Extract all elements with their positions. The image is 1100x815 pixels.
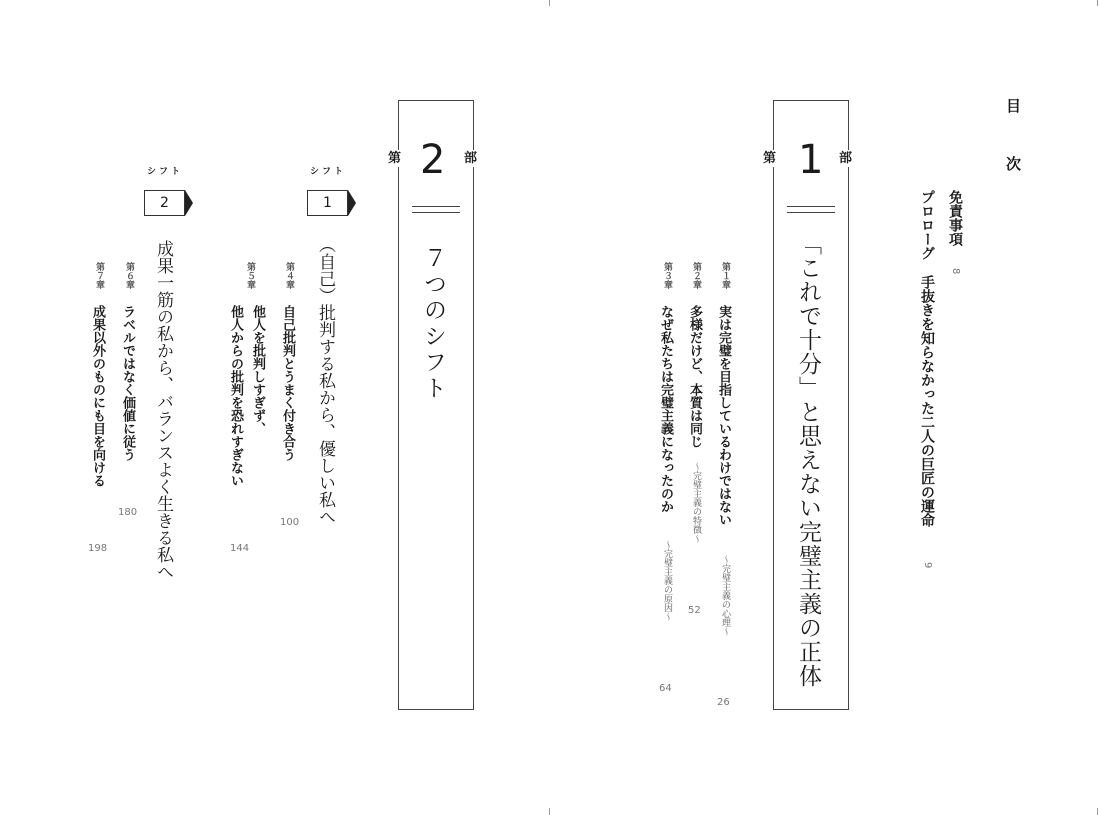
toc-title: 目 次 (1004, 98, 1022, 185)
chapter2-page: 52 (688, 605, 701, 616)
chapter2-subtitle: 〜完璧主義の特徴〜 (691, 462, 701, 543)
part1-title: 「これで十分」と思えない完璧主義の正体 (795, 232, 821, 688)
chapter1-label: 第１章 (720, 262, 730, 289)
part2-box (398, 100, 474, 710)
chapter7-title: 成果以外のものにも目を向ける (90, 305, 105, 487)
part2-bu: 部 (464, 151, 478, 166)
prologue-page: 9 (922, 562, 933, 569)
crop-mark (1097, 0, 1098, 6)
part1-double-rule (787, 206, 835, 213)
chapter1-subtitle: 〜完璧主義の心理〜 (720, 555, 730, 636)
chapter7-page: 198 (88, 543, 108, 554)
part1-number: 1 (798, 137, 824, 183)
chapter2-label: 第２章 (691, 262, 701, 289)
shift2-title: 成果一筋の私から、バランスよく生きる私へ (153, 240, 173, 580)
chapter4-label: 第４章 (284, 262, 294, 289)
prologue-label: プロローグ (919, 190, 935, 260)
crop-mark (549, 0, 550, 6)
part2-double-rule (412, 206, 460, 213)
part2-dai: 第 (388, 151, 402, 166)
chapter5-label: 第５章 (245, 262, 255, 289)
shift1-number: 1 (323, 195, 332, 211)
crop-mark (549, 808, 550, 815)
part1-bu: 部 (839, 151, 853, 166)
disclaimer-page: 8 (950, 268, 961, 275)
chapter3-subtitle: 〜完璧主義の原因〜 (662, 540, 672, 621)
part2-number: 2 (420, 137, 446, 183)
prologue-title: 手抜きを知らなかった二人の巨匠の運命 (919, 275, 935, 527)
shift2-arrow (185, 190, 193, 216)
disclaimer-title: 免責事項 (947, 190, 963, 246)
shift1-label: シフト (310, 167, 347, 177)
shift1-title: （自己）批判する私から、優しい私へ (315, 236, 335, 525)
chapter3-page: 64 (659, 683, 672, 694)
part2-top-rule (398, 100, 474, 101)
chapter2-title: 多様だけど、本質は同じ (687, 305, 702, 448)
crop-mark (1097, 808, 1098, 815)
chapter3-label: 第３章 (662, 262, 672, 289)
chapter4-title: 自己批判とうまく付き合う (280, 305, 295, 461)
chapter1-title: 実は完璧を目指しているわけではない (716, 305, 731, 526)
chapter6-page: 180 (118, 507, 138, 518)
chapter5-title-line2: 他人からの批判を恐れすぎない (228, 305, 243, 487)
chapter1-page: 26 (717, 697, 730, 708)
part1-top-rule (773, 100, 849, 101)
chapter6-title: ラベルではなく価値に従う (120, 305, 135, 461)
part1-dai: 第 (763, 151, 777, 166)
shift2-label: シフト (147, 167, 184, 177)
shift1-arrow (348, 190, 356, 216)
shift2-number: 2 (160, 195, 169, 211)
part2-title: ７つのシフト (420, 246, 446, 402)
chapter5-page: 144 (230, 543, 250, 554)
chapter5-title-line1: 他人を批判しすぎず、 (250, 305, 265, 435)
chapter6-label: 第６章 (124, 262, 134, 289)
chapter3-title: なぜ私たちは完璧主義になったのか (658, 305, 673, 513)
chapter4-page: 100 (280, 517, 300, 528)
chapter7-label: 第７章 (94, 262, 104, 289)
